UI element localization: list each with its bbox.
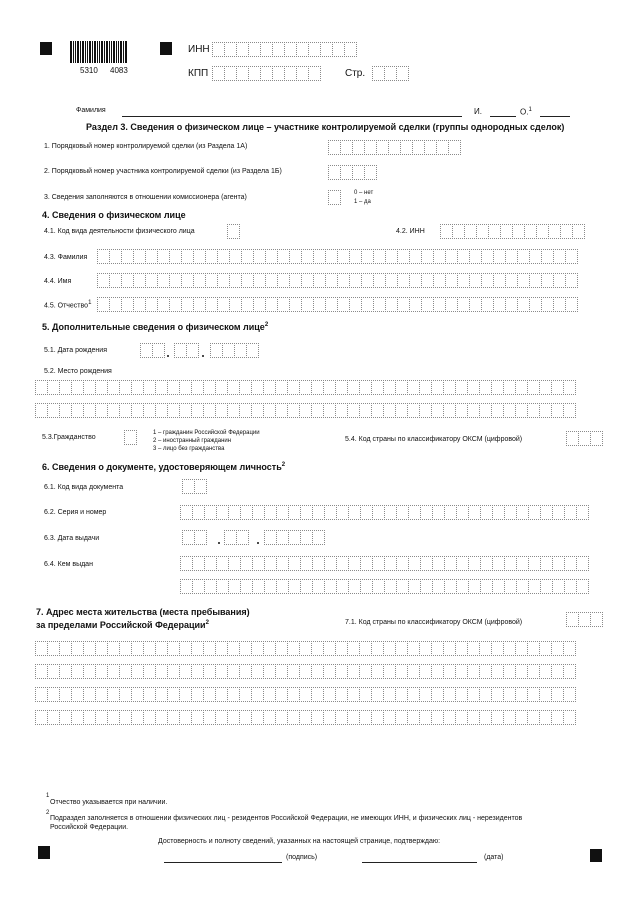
footnote-2-text-line2: Российской Федерации.	[50, 824, 129, 831]
field-61-label: 6.1. Код вида документа	[44, 484, 124, 491]
field-71-cells[interactable]	[566, 612, 602, 627]
item3-label: 3. Сведения заполняются в отношении комиссионера (агента)	[44, 194, 247, 201]
initial-o-label: О.$^1$	[520, 107, 532, 117]
date-line[interactable]	[362, 862, 477, 863]
birthplace-row-1[interactable]	[35, 380, 575, 395]
field-54-cells[interactable]	[566, 431, 602, 446]
initial-i-line[interactable]	[490, 116, 516, 117]
field-45-label: 4.5. Отчество$^1$	[44, 300, 92, 310]
signature-line[interactable]	[164, 862, 282, 863]
address-row-2[interactable]	[35, 664, 575, 679]
barcode-number-left: 5310	[80, 66, 98, 75]
barcode-number-right: 4083	[110, 66, 128, 75]
section7-title-line2: за пределами Российской Федерации$^2$	[36, 620, 209, 630]
field-61-cells[interactable]	[182, 479, 206, 494]
section5-title: 5. Дополнительные сведения о физическом лице$^2$	[42, 322, 269, 332]
footnote-2-mark: 2	[46, 810, 50, 816]
initial-o-line[interactable]	[540, 116, 570, 117]
field-51-label: 5.1. Дата рождения	[44, 347, 107, 354]
date-separator	[257, 542, 259, 544]
citizenship-cell[interactable]	[124, 430, 136, 445]
kpp-label: КПП	[188, 68, 209, 79]
alignment-marker-top-left	[40, 42, 52, 55]
birth-year-cells[interactable]	[210, 343, 258, 358]
footnote-2-text-line1: Подраздел заполняется в отношении физических лиц - резидентов Российской Федерации, не имеющих ИНН, и физических лиц - нерезидентов	[50, 815, 523, 822]
field-42-label: 4.2. ИНН	[396, 228, 425, 235]
item1-label: 1. Порядковый номер контролируемой сделки (из Раздела 1А)	[44, 143, 248, 150]
issued-by-row-2[interactable]	[180, 579, 588, 594]
issued-by-row-1[interactable]	[180, 556, 588, 571]
field-62-cells[interactable]	[180, 505, 588, 520]
page-cells[interactable]	[372, 66, 408, 81]
address-row-3[interactable]	[35, 687, 575, 702]
field-53-label: 5.3.Гражданство	[42, 434, 96, 441]
citizenship-option-1: 1 – гражданин Российской Федерации	[153, 430, 260, 436]
address-row-4[interactable]	[35, 710, 575, 725]
footnote-1-mark: 1	[46, 793, 50, 799]
field-52-label: 5.2. Место рождения	[44, 368, 112, 375]
surname-label: Фамилия	[76, 107, 106, 114]
section6-title: 6. Сведения о документе, удостоверяющем личность$^2$	[42, 462, 286, 472]
birth-day-cells[interactable]	[140, 343, 164, 358]
field-41-label: 4.1. Код вида деятельности физического лица	[44, 228, 195, 235]
initial-i-label: И.	[474, 107, 482, 116]
inn-label: ИНН	[188, 44, 210, 55]
address-row-1[interactable]	[35, 641, 575, 656]
signature-label: (подпись)	[286, 854, 318, 861]
field-43-label: 4.3. Фамилия	[44, 254, 88, 261]
birth-month-cells[interactable]	[174, 343, 198, 358]
field-45-cells[interactable]	[97, 297, 577, 312]
citizenship-option-2: 2 – иностранный гражданин	[153, 438, 232, 444]
issue-month-cells[interactable]	[224, 530, 248, 545]
inn-cells[interactable]	[212, 42, 356, 57]
field-63-label: 6.3. Дата выдачи	[44, 535, 100, 542]
field-54-label: 5.4. Код страны по классификатору ОКСМ (цифровой)	[345, 436, 523, 443]
field-41-cells[interactable]	[227, 224, 239, 239]
confirm-text: Достоверность и полноту сведений, указанных на настоящей странице, подтверждаю:	[158, 838, 441, 845]
field-42-cells[interactable]	[440, 224, 584, 239]
field-64-label: 6.4. Кем выдан	[44, 561, 93, 568]
section4-title: 4. Сведения о физическом лице	[42, 210, 186, 220]
item3-option-1: 1 – да	[354, 199, 371, 205]
field-71-label: 7.1. Код страны по классификатору ОКСМ (цифровой)	[345, 619, 523, 626]
date-separator	[167, 355, 169, 357]
footnote-1-text: Отчество указывается при наличии.	[50, 799, 168, 806]
field-44-cells[interactable]	[97, 273, 577, 288]
section-title: Раздел 3. Сведения о физическом лице – участнике контролируемой сделки (группы однородных сделок)	[86, 122, 565, 132]
field-44-label: 4.4. Имя	[44, 278, 72, 285]
field-43-cells[interactable]	[97, 249, 577, 264]
citizenship-option-3: 3 – лицо без гражданства	[153, 446, 225, 452]
birthplace-row-2[interactable]	[35, 403, 575, 418]
kpp-cells[interactable]	[212, 66, 320, 81]
alignment-marker-bottom-left	[38, 846, 50, 859]
alignment-marker-bottom-right	[590, 849, 602, 862]
issue-year-cells[interactable]	[264, 530, 324, 545]
page-label: Стр.	[345, 68, 366, 79]
surname-line[interactable]	[122, 116, 462, 117]
date-separator	[202, 355, 204, 357]
barcode	[70, 41, 127, 63]
item2-label: 2. Порядковый номер участника контролируемой сделки (из Раздела 1Б)	[44, 168, 282, 175]
date-separator	[218, 542, 220, 544]
alignment-marker-top-right	[160, 42, 172, 55]
item1-cells[interactable]	[328, 140, 460, 155]
section7-title-line1: 7. Адрес места жительства (места пребывания)	[36, 607, 250, 617]
item3-cell[interactable]	[328, 190, 340, 205]
item3-option-0: 0 – нет	[354, 190, 374, 196]
field-62-label: 6.2. Серия и номер	[44, 509, 107, 516]
item2-cells[interactable]	[328, 165, 376, 180]
issue-day-cells[interactable]	[182, 530, 206, 545]
date-label: (дата)	[484, 854, 504, 861]
